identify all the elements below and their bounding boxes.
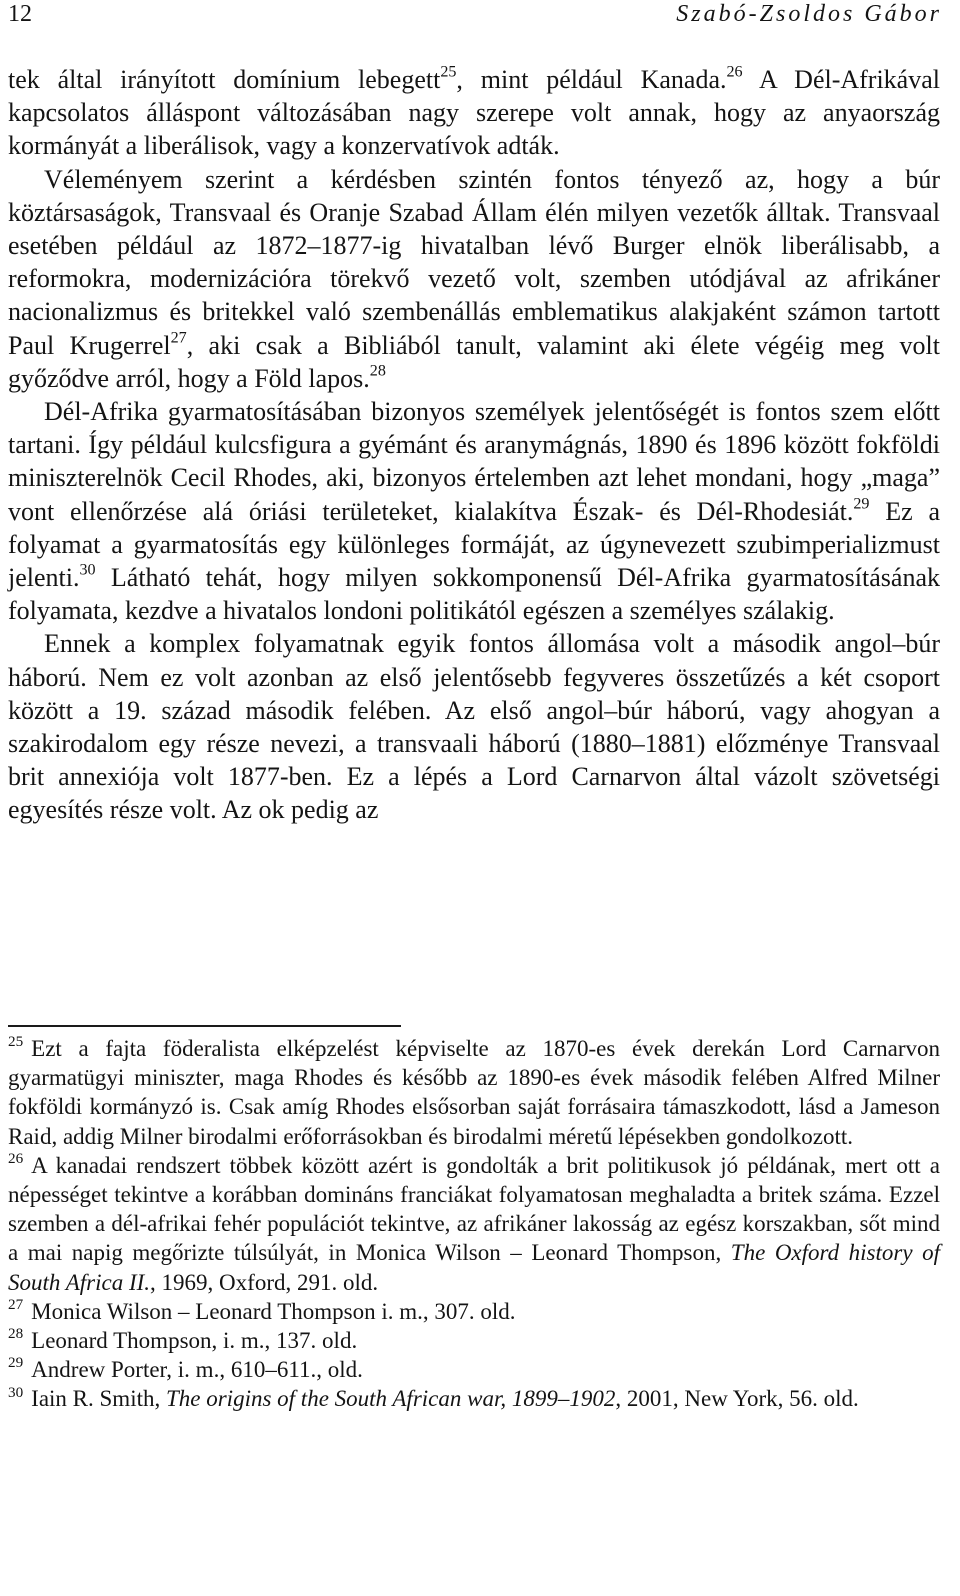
footnote-number: 28 <box>8 1325 24 1343</box>
footnote <box>8 1034 940 1151</box>
footnote-reference: 30 <box>79 561 96 579</box>
footnote-number: 30 <box>8 1383 24 1401</box>
page-number: 12 <box>8 1 32 27</box>
text-run: A kanadai rendszert többek között azért is gondolták a brit politikusok jó példának, mert ott a népességet tekintve a korábban domináns franciákat folyamatosan meghaladta a britek száma. Ezzel szemben a dél-afrikai fehér populációt tekintve, az afrikáner lakosság az egész korszakban, sőt mind a mai napig megőrizte túlsúlyát, in Monica Wilson – Leonard Thompson, <box>8 1152 940 1266</box>
footnote-number: 26 <box>8 1149 24 1167</box>
paragraph <box>8 395 940 627</box>
footnote-reference: 29 <box>853 495 870 513</box>
footnotes <box>8 1034 940 1414</box>
text-run: Leonard Thompson, i. m., 137. old. <box>31 1328 358 1354</box>
footnote-reference: 26 <box>726 63 743 81</box>
text-run: , aki csak a Bibliából tanult, valamint aki élete végéig meg volt győződve arról, hogy a Föld lapos. <box>8 330 941 393</box>
footnote-reference: 25 <box>440 63 457 81</box>
text-run: Ez a folyamat a gyarmatosítás egy különleges formáját, az úgynevezett szubimperializmust jelenti. <box>8 496 940 593</box>
footnote-number: 27 <box>8 1295 24 1313</box>
main-text <box>8 63 940 827</box>
page-header <box>8 0 942 40</box>
footnote <box>8 1355 940 1384</box>
footnote <box>8 1297 940 1326</box>
text-run: , 1969, Oxford, 291. old. <box>150 1269 379 1295</box>
text-run: , 2001, New York, 56. old. <box>615 1386 859 1412</box>
paragraph <box>8 627 940 826</box>
text-run: Ezt a fajta föderalista elképzelést képviselte az 1870-es évek derekán Lord Carnarvon gyarmatügyi miniszter, maga Rhodes és később az 1890-es évek második felében Alfred Milner fokföldi kormányzó is. Csak amíg Rhodes elsősorban saját forrásaira támaszkodott, lásd a Jameson Raid, addig Milner birodalmi erőforrásokban és birodalmi méretű lépésekben gondolkozott. <box>8 1036 940 1149</box>
footnote-number: 25 <box>8 1033 24 1051</box>
text-run: tek által irányított domínium lebegett <box>8 65 441 94</box>
paragraph <box>8 63 940 163</box>
text-run: Véleményem szerint a kérdésben szintén fontos tényező az, hogy a búr köztársaságok, Transvaal és Oranje Szabad Állam élén milyen vezetők álltak. Transvaal esetében például az 1872–1877-ig hivatalban lévő Burger elnök liberálisabb, a reformokra, modernizációra törekvő vezető volt, szemben utódjával az afrikáner nacionalizmus és britekkel való szembenállás emblematikus alakjaként számon tartott Paul Krugerrel <box>8 164 940 360</box>
text-run: , mint például Kanada. <box>456 65 727 94</box>
text-run: Andrew Porter, i. m., 610–611., old. <box>31 1357 363 1383</box>
footnote-reference: 28 <box>369 362 386 380</box>
text-run: Monica Wilson – Leonard Thompson i. m., 307. old. <box>31 1298 516 1324</box>
footnote <box>8 1151 940 1297</box>
text-run: Ennek a komplex folyamatnak egyik fontos állomása volt a második angol–búr háború. Nem ez volt azonban az első jelentősebb fegyveres összetűzés a két csoport között a 19. század második felében. Az első angol–búr háború, vagy ahogyan a szakirodalom egy része nevezi, a transvaali háború (1880–1881) előzménye Transvaal brit annexiója volt 1877-ben. Ez a lépés a Lord Carnarvon által vázolt szövetségi egyesítés része volt. Az ok pedig az <box>8 629 940 825</box>
footnote-reference: 27 <box>170 329 187 347</box>
footnote <box>8 1384 940 1413</box>
paragraph <box>8 163 940 395</box>
text-run: Látható tehát, hogy milyen sokkomponensű Dél-Afrika gyarmatosításának folyamata, kezdve a hivatalos londoni politikától egészen a személyes szálakig. <box>8 563 940 626</box>
italic-title: The Oxford history of South Africa II. <box>8 1240 940 1295</box>
footnote <box>8 1326 940 1355</box>
footnote-number: 29 <box>8 1354 24 1372</box>
italic-title: The origins of the South African war, 1899–1902 <box>165 1386 616 1412</box>
running-head-author: Szabó-Zsoldos Gábor <box>676 1 942 27</box>
text-run: Dél-Afrika gyarmatosításában bizonyos személyek jelentőségét is fontos szem előtt tartani. Így például kulcsfigura a gyémánt és aranymágnás, 1890 és 1896 között fokföldi miniszterelnök Cecil Rhodes, aki, bizonyos értelemben azt lehet mondani, hogy „maga” vont ellenőrzése alá óriási területeket, kialakítva Észak- és Dél-Rhodesiát. <box>8 397 940 526</box>
footnote-separator <box>8 1025 401 1027</box>
text-run: A Dél-Afrikával kapcsolatos álláspont változásában nagy szerepe volt annak, hogy az anyaország kormányát a liberálisok, vagy a konzervatívok adták. <box>8 65 940 161</box>
text-run: Iain R. Smith, <box>31 1386 166 1412</box>
